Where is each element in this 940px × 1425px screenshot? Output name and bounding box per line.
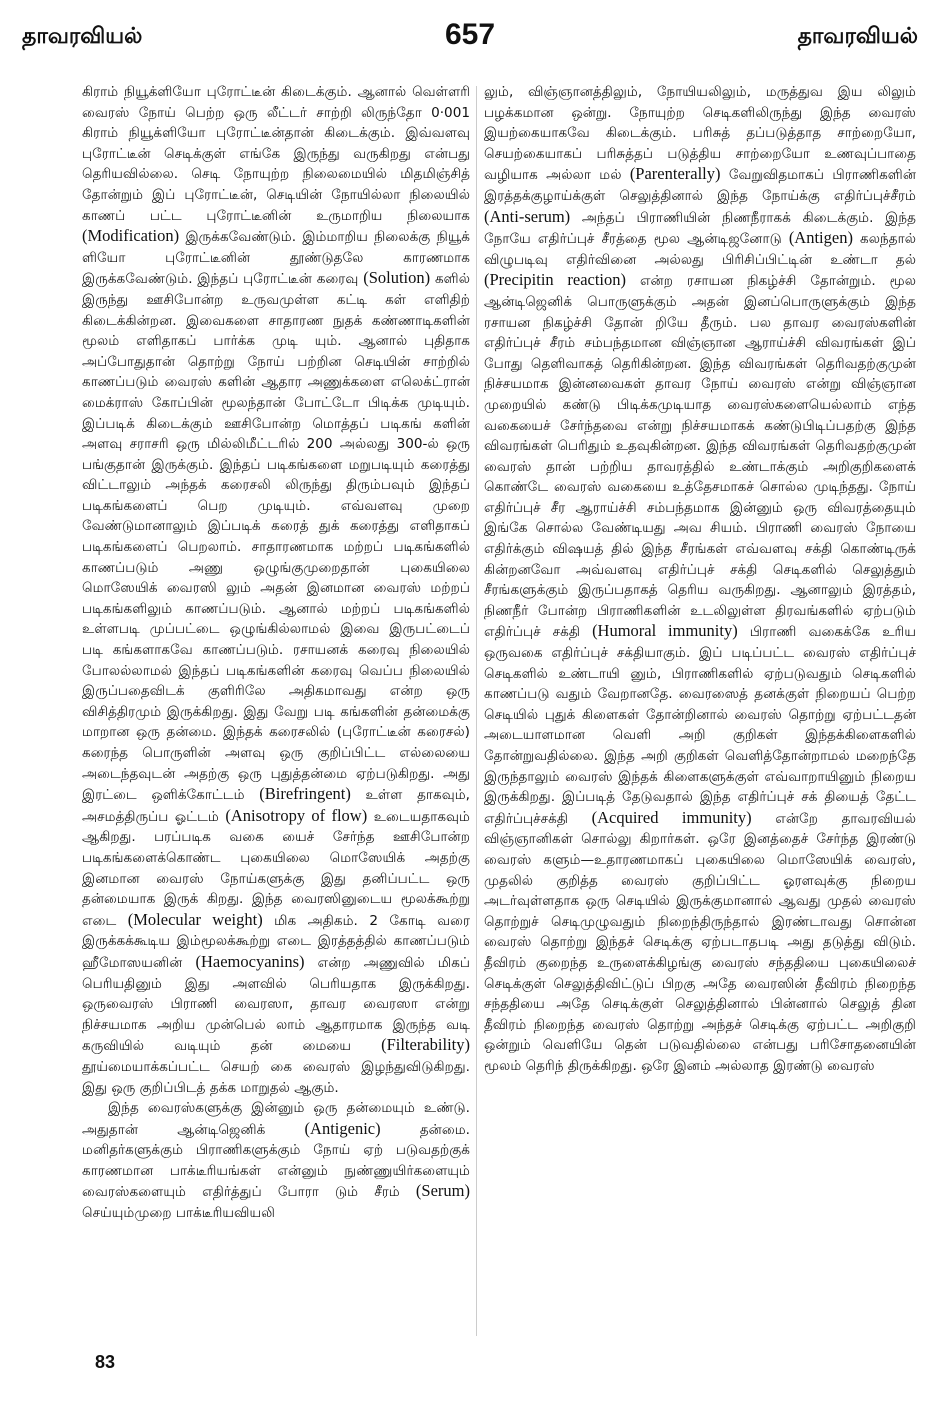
latin-term: (Birefringent) [259, 784, 351, 804]
text-run: தன்மை. மனிதர்களுக்கும் பிராணிகளுக்கும் நோய் ஏற் படுவதற்குக் காரணமான பாக்டீரியங்கள் என்னும் நுண்ணுயிர்களையும் வைரஸ்களையும் எதிர்த்துப் போரா டும் சீரம் [82, 1121, 470, 1201]
text-run: இருக்கவேண்டும். இம்மாறிய நிலைக்கு நியூக் ளியோ புரோட்டீனின் தூண்டுதலே காரணமாக இருக்கவேண்டும். இந்தப் புரோட்டீன் கரைவு [82, 229, 470, 288]
latin-term: (Anti-serum) [484, 206, 571, 226]
latin-term: (Modification) [82, 226, 180, 246]
latin-term: (Antigen) [788, 228, 853, 248]
text-run: என்ற ரசாயன நிகழ்ச்சி தோன்றும். மூல ஆன்டிஜெனிக் பொருளுக்கும் அதன் இனப்பொருளுக்கும் இந்த ரசாயன நிகழ்ச்சி தோன் றியே தீரும். பல தாவர வைரஸ்களின் எதிர்ப்புச் சீரம் சம்பந்தமான விஞ்ஞான ஆராய்ச்சி விவரங்கள் இப் போது தெளிவாகத் தெரிகின்றன. இந்த விவரங்கள் தெரிவதற்குமுன் நிச்சயமாக இன்னவைகள் தாவர நோய் வைரஸ் என்று விஞ்ஞான முறையில் கண்டு பிடிக்கமுடியாத வைரஸ்களையெல்லாம் எந்த வகையைச் சேர்ந்தவை என்று நிச்சயமாகக் கண்டுபிடிப்பதற்கு இந்த விவரங்கள் பெரிதும் உதவுகின்றன. இந்த விவரங்கள் தெரிவதற்குமுன் வைரஸ் தான் பற்றிய தாவரத்தில் உண்டாக்கும் அறிகுறிகளைக் கொண்டே வைரஸ் வகையை உத்தேசமாகச் சொல்ல முடிந்தது. நோய் எதிர்ப்புச் சீர ஆராய்ச்சி சம்பந்தமாக இன்னும் ஒரு விவரத்தையும் இங்கே சொல்ல வேண்டியது அவ சியம். பிராணி வைரஸ் நோயை எதிர்க்கும் விஷயத் தில் இந்த சீரங்கள் எவ்வளவு சக்தி கொண்டிருக் கின்றனவோ அவ்வளவு எதிர்ப்புச் சக்தி செடிகளில் செலுத்தும் சீரங்களுக்கும் இருப்பதாகத் தெரிய வருகிறது. ஆனாலும் இரத்தம், நிணநீர் போன்ற பிராணிகளின் உடலிலுள்ள திரவங்களில் ஏற்படும் எதிர்ப்புச் சக்தி [484, 273, 916, 641]
right-paragraph-1 [484, 82, 916, 1077]
latin-term: (Precipitin reaction) [484, 270, 627, 290]
text-run: உள்ள தாகவும், அசமத்திருப்ப ஓட்டம் [82, 787, 470, 825]
text-run: மிக அதிகம். 2 கோடி வரை இருக்கக்கூடிய இம்மூலக்கூற்று எடை இரத்தத்தில் காணப்படும் ஹீமோஸயனின் [82, 912, 470, 971]
text-run: என்றே தாவரவியல் விஞ்ஞானிகள் சொல்லு கிறார்கள். ஒரே இனத்தைச் சேர்ந்த இரண்டு வைரஸ் களும்—உதாரணமாகப் புகையிலை மொஸேயிக் வைரஸ், முதலில் குறித்த வைரஸ் குறிப்பிட்ட ஓரளவுக்கு நிறைய அடர்வுள்ளதாக ஒரு செடியில் இருக்குமானால் ஆவது முதல் வைரஸ் தொற்றுச் செடிமுழுவதும் நிறைந்திருந்தால் இரண்டாவது சொன்ன வைரஸ் தொற்று இந்தச் செடிக்கு ஏற்படாதபடி அது தடுத்து விடும். தீவிரம் குறைந்த உருளைக்கிழங்கு வைரஸ் சந்ததியை புகையிலைச் செடிக்குள் செலுத்திவிட்டுப் பிறகு அதே வைரஸின் தீவிரம் நிறைந்த சந்ததியை அதே செடிக்குள் செலுத்தினால் பின்னால் செலுத் தின தீவிரம் நிறைந்த வைரஸ் தொற்று அந்தச் செடிக்கு ஏற்பட்ட அறிகுறி ஒன்றும் வெளியே தென் படுவதில்லை என்பது பரிசோதனையின் மூலம் தெரிந் திருக்கிறது. ஒரே இனம் அல்லாத இரண்டு வைரஸ் [484, 810, 916, 1074]
text-run: கிராம் நியூக்ளியோ புரோட்டீன் கிடைக்கும். ஆனால் வெள்ளரி வைரஸ் நோய் பெற்ற ஒரு லீட்டர் சாற்றி லிருந்தோ 0·001 கிராம் நியூக்ளியோ புரோட்டீன்தான் கிடைக்கும். இவ்வளவு புரோட்டீன் செடிக்குள் எங்கே இருந்து வருகிறது என்பது தெரியவில்லை. செடி நோயுற்ற நிலைமையில் மிதமிஞ்சித் தோன்றும் இப் புரோட்டீன், செடியின் நோயில்லா நிலையில் காணப் பட்ட புரோட்டீனின் உருமாறிய நிலையாக [82, 84, 470, 224]
latin-term: (Humoral immunity) [592, 621, 738, 641]
footer-number: 83 [95, 1352, 116, 1372]
text-run: லும், விஞ்ஞானத்திலும், நோயியலிலும், மருத்துவ இய லிலும் பழக்கமான ஒன்று. நோயுற்ற செடிகளிலிருந்து இந்த வைரஸ் இயற்கையாகவே கிடைக்கும். பரிசுத் தப்படுத்தாத சாற்றையோ, செயற்கையாகப் பரிசுத்தப் படுத்திய சாற்றையோ உணவுப்பாதை வழியாக அல்லா மல் [484, 84, 916, 184]
latin-term: (Molecular weight) [127, 909, 263, 929]
latin-term: (Parenterally) [629, 164, 721, 184]
latin-term: (Filterability) [381, 1035, 470, 1055]
left-paragraph-2 [82, 1098, 470, 1224]
page-header [0, 18, 940, 58]
text-run: அந்தப் பிராணியின் நிணநீராகக் கிடைக்கும். இந்த நோயே எதிர்ப்புச் சீரத்தை மூல ஆன்டிஜனோடு [484, 209, 916, 248]
column-divider [476, 86, 477, 1336]
text-run: இந்த வைரஸ்களுக்கு இன்னும் ஒரு தன்மையும் உண்டு. அதுதான் ஆன்டிஜெனிக் [82, 1100, 470, 1138]
text-run: தூய்மையாக்கப்பட்ட செயற் கை வைரஸ் இழந்துவிடுகிறது. இது ஒரு குறிப்பிடத் தக்க மாறுதல் ஆகும். [82, 1058, 470, 1096]
page-number: 657 [444, 18, 496, 51]
header-left-title: தாவரவியல் [22, 24, 143, 49]
text-run: கலந்தால் விழுபடிவு எதிர்வினை அல்லது பிரிசிப்பிட்டின் உண்டா தல் [484, 231, 916, 268]
text-run: பிராணி வகைக்கே உரிய ஒருவகை எதிர்ப்புச் சக்தியாகும். இப் படிப்பட்ட வைரஸ் எதிர்ப்புச் செடிகளில் உண்டாயி னும், பிராணிகளில் ஏற்படுவதும் செடிகளில் காணப்படு வதும் வேறானதே. வைரஸைத் தனக்குள் நிறையப் பெற்ற செடியில் புதுக் கிளைகள் தோன்றினால் வைரஸ் தொற்று ஏற்பட்டதன் அடையாளமான வெளி அறி குறிகள் இந்தக்கிளைகளில் தோன்றுவதில்லை. இந்த அறி குறிகள் வெளித்தோன்றாமல் மறைந்தே இருந்தாலும் வைரஸ் இந்தக் கிளைகளுக்குள் எவ்வாறாயினும் நிறைய இருக்கிறது. இப்படித் தேடுவதால் இந்த எதிர்ப்புச் சக் தியைத் தேட்ட எதிர்ப்புச்சக்தி [484, 624, 916, 827]
text-run: உடையதாகவும் ஆகிறது. பரப்படிக வகை யைச் சேர்ந்த ஊசிபோன்ற படிகங்களைக்கொண்ட புகையிலை மொஸேயிக் அதற்கு இனமான வைரஸ் நோய்களுக்கு இது தனிப்பட்ட ஒரு தன்மையாக இருக் கிறது. இந்த வைரஸினுடைய மூலக்கூற்று எடை [82, 808, 470, 929]
text-run: களில் இருந்து ஊசிபோன்ற உருவமுள்ள கட்டி கள் எளிதிற் கிடைக்கின்றன. இவைகளை சாதாரண நுதக் கண்ணாடிகளின் மூலம் எளிதாகப் பார்க்க முடி யும். ஆனால் புதிதாக அப்போதுதான் தொற்று நோய் பற்றின செடியின் சாற்றில் காணப்படும் வைரஸ் களின் ஆதார அணுக்களை எலெக்ட்ரான் மைக்ராஸ் கோப்பின் மூலந்தான் போட்டோ பிடிக்க முடியும். இப்படிக் கிடைக்கும் ஊசிபோன்ற மொத்தப் படிகங் களின் அளவு சராசரி ஒரு மில்லிமீட்டரில் 200 அல்லது 300-ல் ஒரு பங்குதான் இருக்கும். இந்தப் படிகங்களை மறுபடியும் கரைத்து விட்டாலும் அந்தக் கரைசலி லிருந்து திரும்பவும் இந்தப் படிகங்களைப் பெற முடியும். எவ்வளவு முறை வேண்டுமானாலும் இப்படிக் கரைத் துக் கரைத்து எளிதாகப் படிகங்களைப் பெறலாம். சாதாரணமாக மற்றப் படிகங்களில் காணப்படும் அணு ஒழுங்குமுறைதான் புகையிலை மொஸேயிக் வைரஸி லும் அதன் இனமான வைரஸ் மற்றப் படிகங்களிலும் காணப்படும். ஆனால் மற்றப் படிகங்களில் உள்ளபடி முப்பட்டை ஒழுங்கில்லாமல் இவை இருபட்டைப் படி கங்களாகவே காணப்படும். ரசாயனக் கரைவு நிலையில் போலல்லாமல் இந்தப் படிகங்களின் கரைவு வெப்ப நிலையில் இருப்பதைவிடக் குளிரிலே அதிகமாவது என்ற ஒரு விசித்திரமும் இருக்கிறது. இது வேறு படி கங்களின் தன்மைக்கு மாறான ஒரு தன்மை. இந்தக் கரைசலில் (புரோட்டீன் கரைசல்) கரைந்த பொருளின் அளவு ஒரு குறிப்பிட்ட எல்லையை அடைந்தவுடன் அதற்கு ஒரு புதுத்தன்மை ஏற்படுகிறது. அது இரட்டை ஒளிக்கோட்டம் [82, 271, 470, 804]
left-column [82, 82, 470, 1342]
latin-term: (Acquired immunity) [591, 807, 752, 827]
text-run: செய்யும்முறை பாக்டீரியவியலி [82, 1205, 276, 1222]
latin-term: (Antigenic) [304, 1118, 381, 1138]
latin-term: (Solution) [363, 268, 431, 288]
latin-term: (Anisotropy of flow) [225, 805, 368, 825]
text-run: என்ற அணுவில் மிகப் பெரியதினும் இது அளவில் பெரியதாக இருக்கிறது. ஒருவைரஸ் பிராணி வைரஸா, தாவர வைரஸா என்று நிச்சயமாக அறிய முன்பெல் லாம் ஆதாரமாக இருந்த வடி கருவியில் வடியும் தன் மையை [82, 954, 470, 1055]
right-column [484, 82, 916, 1342]
header-right-title: தாவரவியல் [797, 24, 918, 49]
latin-term: (Haemocyanins) [195, 951, 305, 971]
text-run: வேறுவிதமாகப் பிராணிகளின் இரத்தக்குழாய்க்குள் செலுத்தினால் இந்த நோய்க்கு எதிர்ப்புச்சீரம் [484, 167, 916, 204]
latin-term: (Serum) [415, 1181, 470, 1201]
left-paragraph-1 [82, 82, 470, 1098]
